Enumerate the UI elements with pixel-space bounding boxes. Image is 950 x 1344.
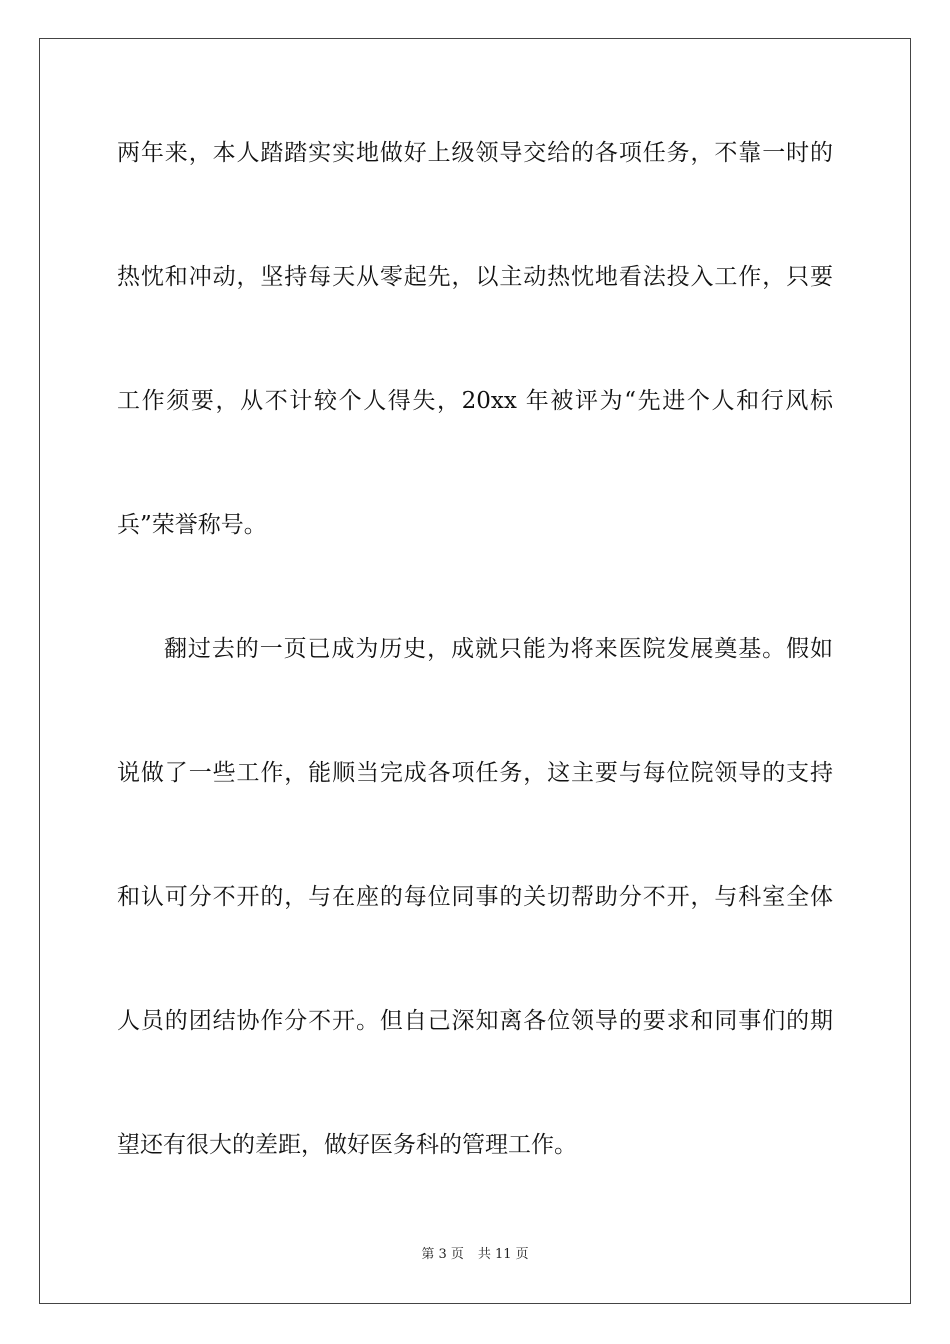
page-footer xyxy=(0,1246,950,1264)
total-pages: 共 11 页 xyxy=(477,1247,529,1262)
paragraph-1-line-3: 工作须要，从不计较个人得失，20xx 年被评为“先进个人和行风标 xyxy=(117,388,833,414)
paragraph-2-line-4: 人员的团结协作分不开。但自己深知离各位领导的要求和同事们的期 xyxy=(117,1008,833,1034)
paragraph-2-line-1: 翻过去的一页已成为历史，成就只能为将来医院发展奠基。假如 xyxy=(164,636,833,662)
paragraph-2-line-2: 说做了一些工作，能顺当完成各项任务，这主要与每位院领导的支持 xyxy=(117,760,833,786)
paragraph-2-line-3: 和认可分不开的，与在座的每位同事的关切帮助分不开，与科室全体 xyxy=(117,884,833,910)
page-border xyxy=(39,38,911,1304)
paragraph-1-line-2: 热忱和冲动，坚持每天从零起先，以主动热忱地看法投入工作，只要 xyxy=(117,264,833,290)
paragraph-1-line-4: 兵”荣誉称号。 xyxy=(117,512,267,538)
paragraph-1-line-1: 两年来，本人踏踏实实地做好上级领导交给的各项任务，不靠一时的 xyxy=(117,140,833,166)
paragraph-2-line-5: 望还有很大的差距，做好医务科的管理工作。 xyxy=(117,1132,577,1158)
page-number: 第 3 页 xyxy=(421,1247,464,1262)
